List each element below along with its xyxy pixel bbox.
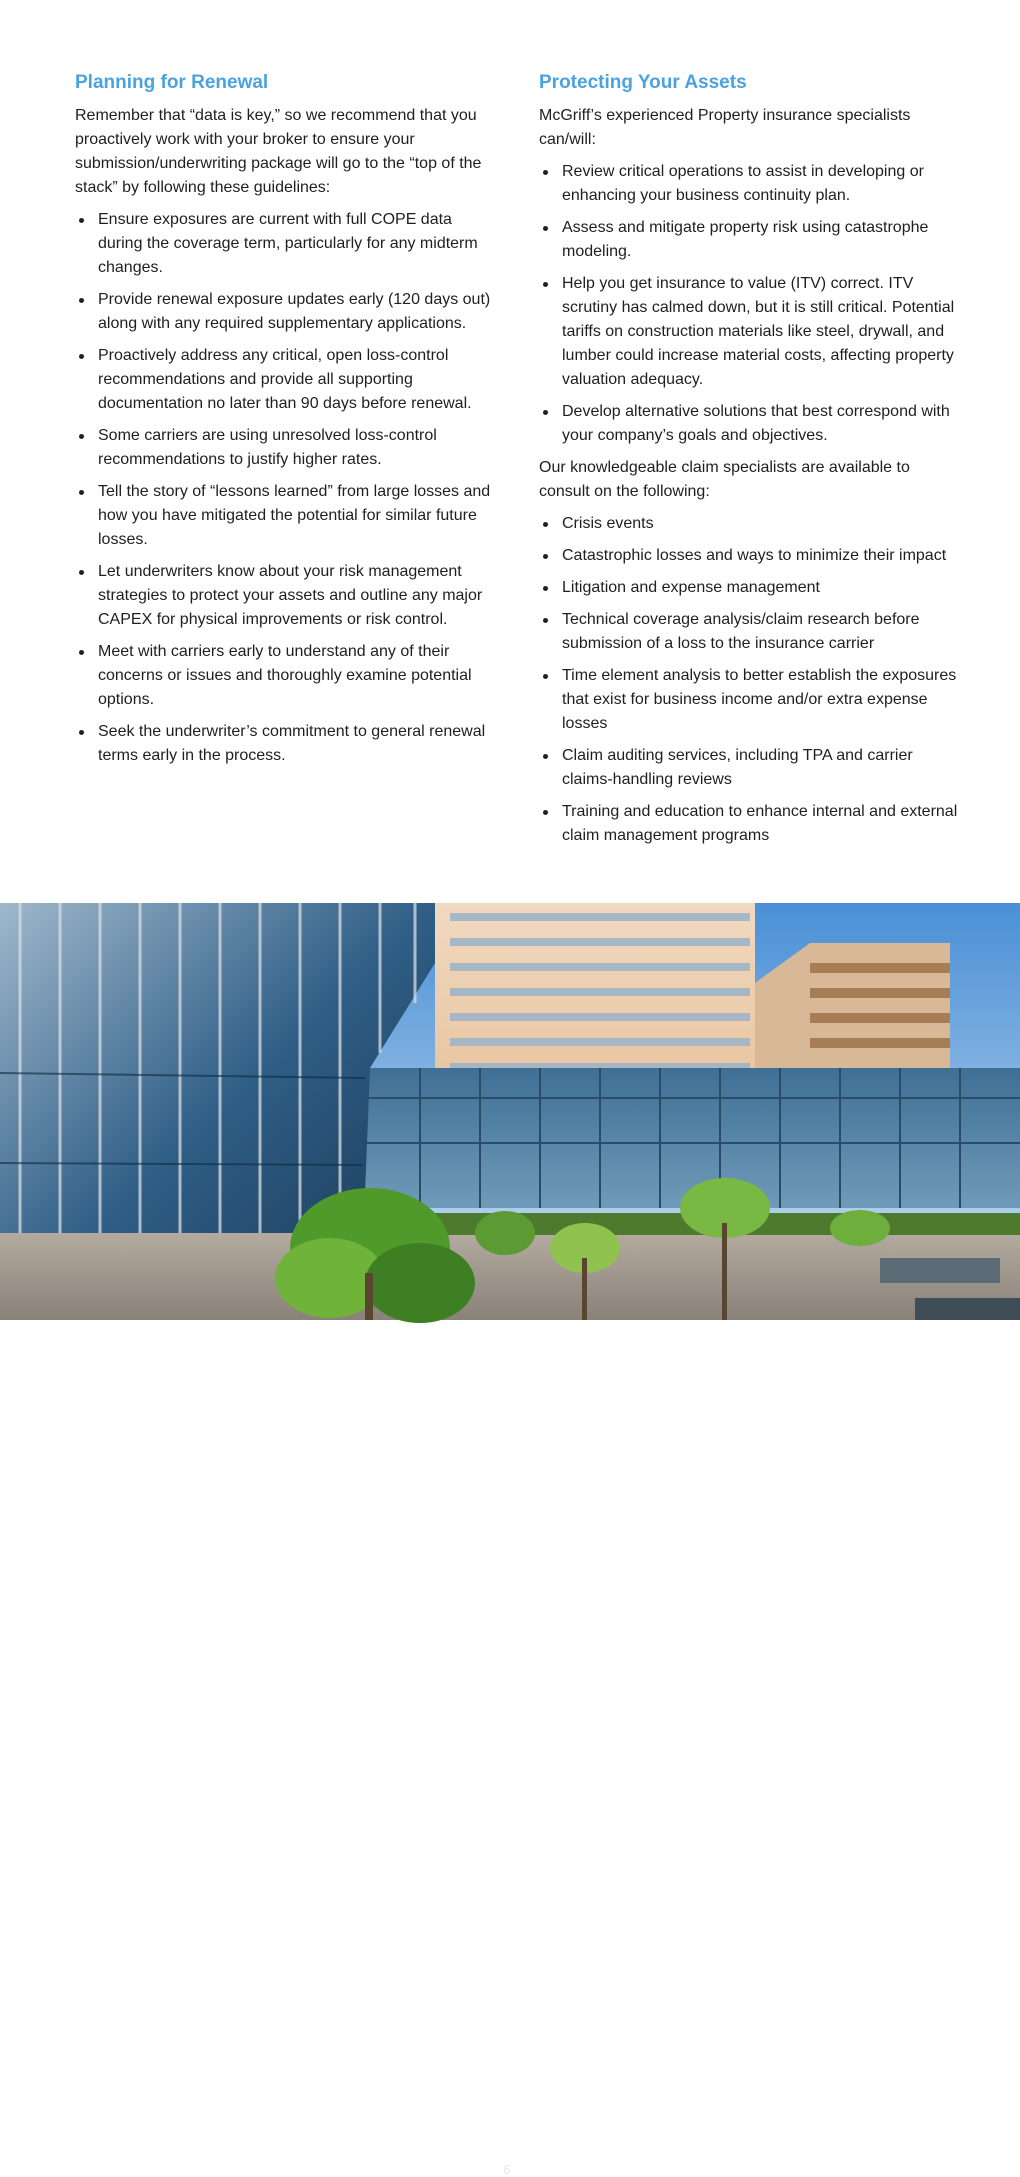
- planning-guidelines-list: [75, 208, 495, 768]
- list-item: Catastrophic losses and ways to minimize their impact: [539, 544, 959, 568]
- list-item: Training and education to enhance internal and external claim management programs: [539, 800, 959, 848]
- list-item: Tell the story of “lessons learned” from large losses and how you have mitigated the potential for similar future losses.: [75, 480, 495, 552]
- claims-intro: Our knowledgeable claim specialists are available to consult on the following:: [539, 459, 910, 500]
- list-item: Time element analysis to better establish the exposures that exist for business income and/or extra expense losses: [539, 664, 959, 736]
- list-item: Let underwriters know about your risk management strategies to protect your assets and outline any major CAPEX for physical improvements or risk control.: [75, 560, 495, 632]
- list-item: Provide renewal exposure updates early (120 days out) along with any required supplementary applications.: [75, 288, 495, 336]
- list-item: Assess and mitigate property risk using catastrophe modeling.: [539, 216, 959, 264]
- list-item: Review critical operations to assist in developing or enhancing your business continuity plan.: [539, 160, 959, 208]
- building-illustration: [0, 903, 1020, 1320]
- building-courtyard-photo: [0, 903, 1020, 2177]
- list-item: Claim auditing services, including TPA and carrier claims-handling reviews: [539, 744, 959, 792]
- right-column: [539, 70, 959, 856]
- section-heading-planning: Planning for Renewal: [75, 72, 269, 93]
- list-item: Develop alternative solutions that best correspond with your company’s goals and objectives.: [539, 400, 959, 448]
- protecting-intro: McGriff’s experienced Property insurance specialists can/will:: [539, 107, 911, 148]
- list-item: Ensure exposures are current with full COPE data during the coverage term, particularly for any midterm changes.: [75, 208, 495, 280]
- property-services-list: [539, 160, 959, 448]
- list-item: Seek the underwriter’s commitment to general renewal terms early in the process.: [75, 720, 495, 768]
- planning-intro: Remember that “data is key,” so we recommend that you proactively work with your broker to ensure your submission/underwriting package will go to the “top of the stack” by following these guidelines:: [75, 107, 482, 196]
- list-item: Meet with carriers early to understand any of their concerns or issues and thoroughly examine potential options.: [75, 640, 495, 712]
- claims-services-list: [539, 512, 959, 848]
- left-column: [75, 70, 495, 776]
- list-item: Help you get insurance to value (ITV) correct. ITV scrutiny has calmed down, but it is still critical. Potential tariffs on construction materials like steel, drywall, and lumber could increase material costs, affecting property valuation adequacy.: [539, 272, 959, 392]
- list-item: Some carriers are using unresolved loss-control recommendations to justify higher rates.: [75, 424, 495, 472]
- list-item: Crisis events: [539, 512, 959, 536]
- section-heading-protecting: Protecting Your Assets: [539, 72, 747, 93]
- list-item: Litigation and expense management: [539, 576, 959, 600]
- page-number: 6: [503, 2162, 511, 2177]
- list-item: Technical coverage analysis/claim research before submission of a loss to the insurance carrier: [539, 608, 959, 656]
- list-item: Proactively address any critical, open loss-control recommendations and provide all supporting documentation no later than 90 days before renewal.: [75, 344, 495, 416]
